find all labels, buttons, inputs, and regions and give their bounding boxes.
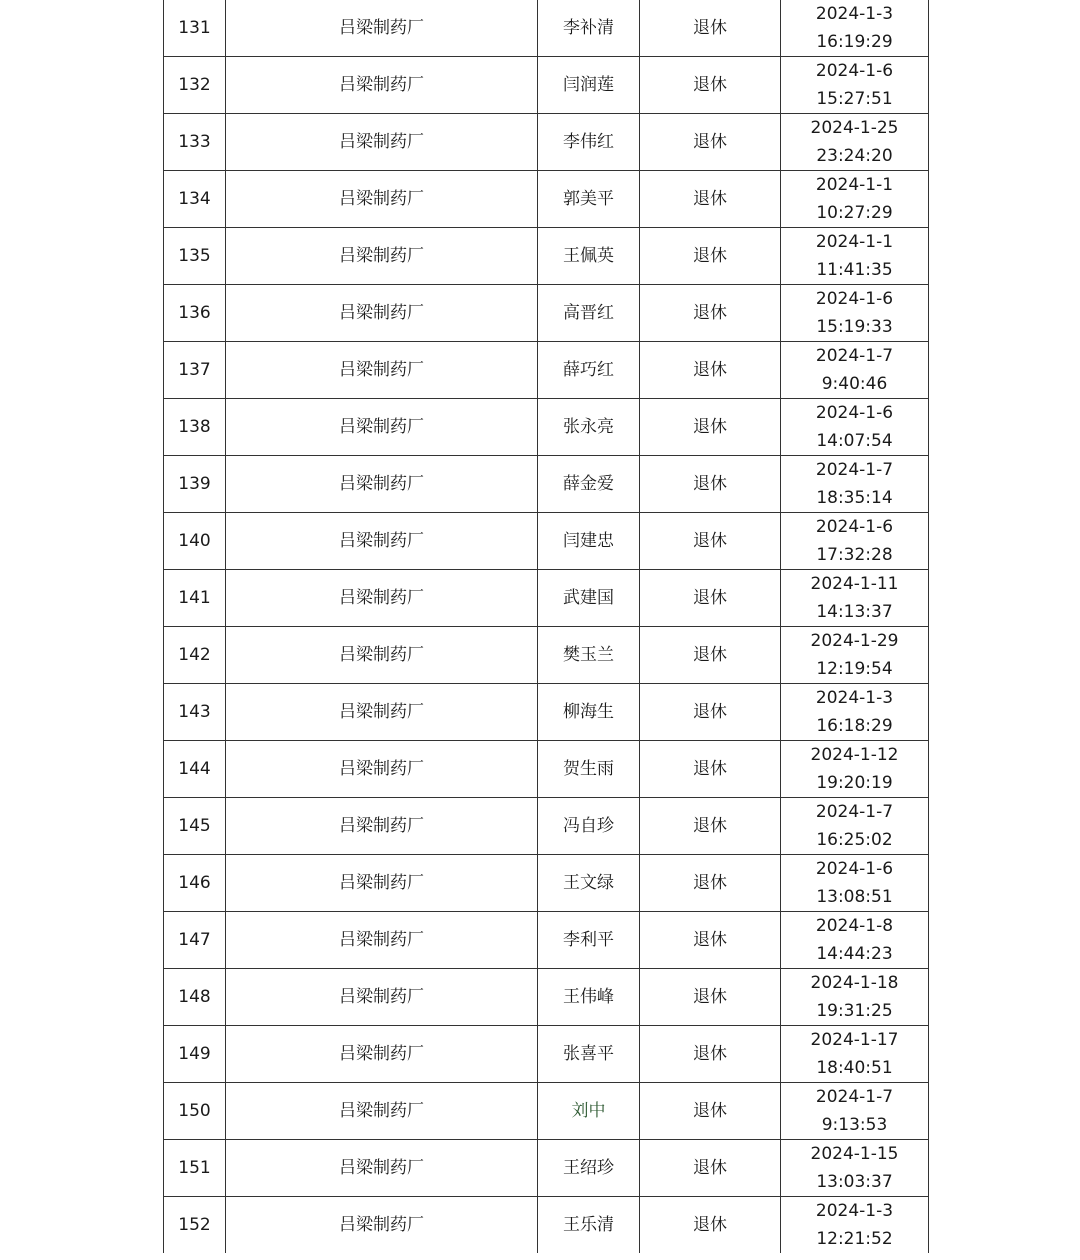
unit-cell: 吕梁制药厂 <box>226 912 538 969</box>
datetime-cell <box>781 741 929 798</box>
row-number-cell: 136 <box>164 285 226 342</box>
status-cell: 退休 <box>640 1140 781 1197</box>
unit-cell: 吕梁制药厂 <box>226 513 538 570</box>
date-text: 2024-1-25 <box>810 118 899 138</box>
person-name-cell: 王乐清 <box>538 1197 640 1254</box>
row-number-cell: 149 <box>164 1026 226 1083</box>
row-number-cell: 142 <box>164 627 226 684</box>
date-text: 2024-1-6 <box>815 289 894 309</box>
status-cell: 退休 <box>640 513 781 570</box>
date-text: 2024-1-17 <box>810 1030 899 1050</box>
date-text: 2024-1-7 <box>815 460 894 480</box>
row-number-cell: 135 <box>164 228 226 285</box>
date-text: 2024-1-3 <box>815 688 894 708</box>
datetime-cell <box>781 1026 929 1083</box>
datetime-cell <box>781 285 929 342</box>
datetime-cell <box>781 228 929 285</box>
time-text: 17:32:28 <box>816 545 893 565</box>
status-cell: 退休 <box>640 570 781 627</box>
table-row <box>164 456 929 513</box>
unit-cell: 吕梁制药厂 <box>226 1197 538 1254</box>
datetime-cell <box>781 1083 929 1140</box>
row-number-cell: 152 <box>164 1197 226 1254</box>
datetime-cell <box>781 513 929 570</box>
unit-cell: 吕梁制药厂 <box>226 855 538 912</box>
status-cell: 退休 <box>640 171 781 228</box>
person-name-cell: 高晋红 <box>538 285 640 342</box>
time-text: 15:19:33 <box>816 317 893 337</box>
time-text: 14:07:54 <box>816 431 893 451</box>
unit-cell: 吕梁制药厂 <box>226 114 538 171</box>
date-text: 2024-1-6 <box>815 859 894 879</box>
datetime-cell <box>781 57 929 114</box>
datetime-cell <box>781 969 929 1026</box>
datetime-cell <box>781 627 929 684</box>
unit-cell: 吕梁制药厂 <box>226 627 538 684</box>
person-name-cell: 闫润莲 <box>538 57 640 114</box>
status-cell: 退休 <box>640 684 781 741</box>
table-row <box>164 969 929 1026</box>
status-cell: 退休 <box>640 969 781 1026</box>
status-cell: 退休 <box>640 798 781 855</box>
table-row <box>164 1197 929 1254</box>
datetime-cell <box>781 114 929 171</box>
row-number-cell: 133 <box>164 114 226 171</box>
row-number-cell: 144 <box>164 741 226 798</box>
time-text: 19:20:19 <box>816 773 893 793</box>
unit-cell: 吕梁制药厂 <box>226 570 538 627</box>
table-row <box>164 0 929 57</box>
status-cell: 退休 <box>640 627 781 684</box>
records-body <box>164 0 929 1253</box>
unit-cell: 吕梁制药厂 <box>226 0 538 57</box>
row-number-cell: 138 <box>164 399 226 456</box>
status-cell: 退休 <box>640 1083 781 1140</box>
time-text: 14:44:23 <box>816 944 893 964</box>
date-text: 2024-1-7 <box>815 346 894 366</box>
time-text: 11:41:35 <box>816 260 893 280</box>
person-name-cell: 王绍珍 <box>538 1140 640 1197</box>
time-text: 13:03:37 <box>816 1172 893 1192</box>
status-cell: 退休 <box>640 855 781 912</box>
date-text: 2024-1-11 <box>810 574 899 594</box>
row-number-cell: 150 <box>164 1083 226 1140</box>
unit-cell: 吕梁制药厂 <box>226 1026 538 1083</box>
time-text: 16:18:29 <box>816 716 893 736</box>
row-number-cell: 132 <box>164 57 226 114</box>
unit-cell: 吕梁制药厂 <box>226 57 538 114</box>
unit-cell: 吕梁制药厂 <box>226 171 538 228</box>
table-row <box>164 570 929 627</box>
status-cell: 退休 <box>640 456 781 513</box>
time-text: 18:40:51 <box>816 1058 893 1078</box>
time-text: 9:13:53 <box>821 1115 888 1135</box>
time-text: 16:19:29 <box>816 32 893 52</box>
time-text: 18:35:14 <box>816 488 893 508</box>
person-name-cell: 闫建忠 <box>538 513 640 570</box>
date-text: 2024-1-6 <box>815 403 894 423</box>
row-number-cell: 143 <box>164 684 226 741</box>
table-row <box>164 171 929 228</box>
datetime-cell <box>781 456 929 513</box>
date-text: 2024-1-6 <box>815 61 894 81</box>
row-number-cell: 147 <box>164 912 226 969</box>
date-text: 2024-1-8 <box>815 916 894 936</box>
table-row <box>164 684 929 741</box>
person-name-cell: 薛金爱 <box>538 456 640 513</box>
table-row <box>164 1026 929 1083</box>
person-name-cell: 李伟红 <box>538 114 640 171</box>
row-number-cell: 145 <box>164 798 226 855</box>
unit-cell: 吕梁制药厂 <box>226 1083 538 1140</box>
person-name-cell: 柳海生 <box>538 684 640 741</box>
datetime-cell <box>781 684 929 741</box>
date-text: 2024-1-15 <box>810 1144 899 1164</box>
unit-cell: 吕梁制药厂 <box>226 285 538 342</box>
datetime-cell <box>781 570 929 627</box>
row-number-cell: 140 <box>164 513 226 570</box>
person-name-cell: 贺生雨 <box>538 741 640 798</box>
datetime-cell <box>781 798 929 855</box>
person-name-cell: 张永亮 <box>538 399 640 456</box>
table-row <box>164 399 929 456</box>
date-text: 2024-1-6 <box>815 517 894 537</box>
unit-cell: 吕梁制药厂 <box>226 456 538 513</box>
person-name-cell: 张喜平 <box>538 1026 640 1083</box>
table-row <box>164 114 929 171</box>
row-number-cell: 131 <box>164 0 226 57</box>
unit-cell: 吕梁制药厂 <box>226 798 538 855</box>
date-text: 2024-1-12 <box>810 745 899 765</box>
table-row <box>164 342 929 399</box>
row-number-cell: 151 <box>164 1140 226 1197</box>
datetime-cell <box>781 171 929 228</box>
table-row <box>164 912 929 969</box>
table-row <box>164 285 929 342</box>
time-text: 16:25:02 <box>816 830 893 850</box>
row-number-cell: 137 <box>164 342 226 399</box>
person-name-cell: 樊玉兰 <box>538 627 640 684</box>
row-number-cell: 148 <box>164 969 226 1026</box>
date-text: 2024-1-7 <box>815 1087 894 1107</box>
datetime-cell <box>781 1197 929 1254</box>
date-text: 2024-1-18 <box>810 973 899 993</box>
status-cell: 退休 <box>640 1026 781 1083</box>
person-name-cell: 薛巧红 <box>538 342 640 399</box>
time-text: 12:19:54 <box>816 659 893 679</box>
datetime-cell <box>781 399 929 456</box>
person-name-cell: 李补清 <box>538 0 640 57</box>
table-row <box>164 228 929 285</box>
person-name-cell: 王伟峰 <box>538 969 640 1026</box>
time-text: 10:27:29 <box>816 203 893 223</box>
status-cell: 退休 <box>640 0 781 57</box>
unit-cell: 吕梁制药厂 <box>226 969 538 1026</box>
table-row <box>164 798 929 855</box>
date-text: 2024-1-29 <box>810 631 899 651</box>
status-cell: 退休 <box>640 285 781 342</box>
person-name-cell: 武建国 <box>538 570 640 627</box>
status-cell: 退休 <box>640 228 781 285</box>
unit-cell: 吕梁制药厂 <box>226 399 538 456</box>
status-cell: 退休 <box>640 912 781 969</box>
person-name-cell: 李利平 <box>538 912 640 969</box>
datetime-cell <box>781 342 929 399</box>
date-text: 2024-1-7 <box>815 802 894 822</box>
unit-cell: 吕梁制药厂 <box>226 228 538 285</box>
row-number-cell: 141 <box>164 570 226 627</box>
retiree-records-table <box>163 0 929 1253</box>
time-text: 13:08:51 <box>816 887 893 907</box>
date-text: 2024-1-1 <box>815 232 894 252</box>
table-row <box>164 57 929 114</box>
row-number-cell: 146 <box>164 855 226 912</box>
person-name-cell: 王文绿 <box>538 855 640 912</box>
person-name-cell: 王佩英 <box>538 228 640 285</box>
status-cell: 退休 <box>640 741 781 798</box>
time-text: 19:31:25 <box>816 1001 893 1021</box>
status-cell: 退休 <box>640 114 781 171</box>
time-text: 23:24:20 <box>816 146 893 166</box>
datetime-cell <box>781 0 929 57</box>
time-text: 14:13:37 <box>816 602 893 622</box>
person-name-cell: 郭美平 <box>538 171 640 228</box>
datetime-cell <box>781 912 929 969</box>
time-text: 15:27:51 <box>816 89 893 109</box>
table-row <box>164 1083 929 1140</box>
datetime-cell <box>781 1140 929 1197</box>
date-text: 2024-1-1 <box>815 175 894 195</box>
date-text: 2024-1-3 <box>815 1201 894 1221</box>
row-number-cell: 134 <box>164 171 226 228</box>
status-cell: 退休 <box>640 399 781 456</box>
status-cell: 退休 <box>640 1197 781 1254</box>
table-row <box>164 741 929 798</box>
table-row <box>164 1140 929 1197</box>
table-row <box>164 855 929 912</box>
time-text: 12:21:52 <box>816 1229 893 1249</box>
date-text: 2024-1-3 <box>815 4 894 24</box>
person-name-cell: 刘中 <box>538 1083 640 1140</box>
status-cell: 退休 <box>640 57 781 114</box>
datetime-cell <box>781 855 929 912</box>
table-row <box>164 513 929 570</box>
status-cell: 退休 <box>640 342 781 399</box>
table-row <box>164 627 929 684</box>
unit-cell: 吕梁制药厂 <box>226 1140 538 1197</box>
person-name-cell: 冯自珍 <box>538 798 640 855</box>
row-number-cell: 139 <box>164 456 226 513</box>
unit-cell: 吕梁制药厂 <box>226 684 538 741</box>
unit-cell: 吕梁制药厂 <box>226 342 538 399</box>
time-text: 9:40:46 <box>821 374 888 394</box>
unit-cell: 吕梁制药厂 <box>226 741 538 798</box>
